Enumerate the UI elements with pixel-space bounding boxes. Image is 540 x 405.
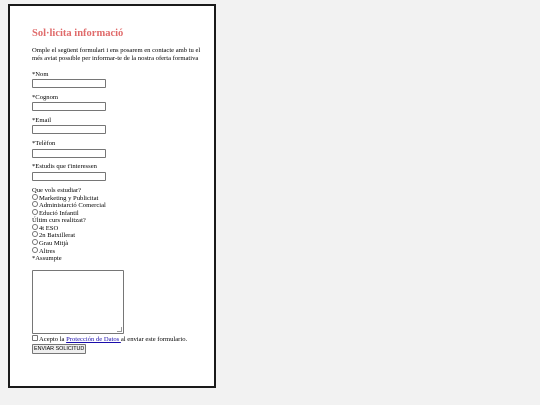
radio-button[interactable] [32,209,38,215]
last-course-question: Últim curs realitzat? [32,217,86,224]
course-option-label: Grau Mitjà [39,240,69,247]
accept-prefix: Acepto la [39,336,67,343]
form-panel [8,4,216,388]
telefon-input[interactable] [32,149,106,158]
submit-button[interactable]: ENVIAR SOLICITUD [34,346,85,352]
privacy-consent [32,336,187,344]
radio-button[interactable] [32,231,38,237]
radio-button[interactable] [32,247,38,253]
study-option[interactable] [32,202,106,210]
estudis-label: *Estudis que t'interessen [32,163,97,170]
subject-textarea[interactable] [32,270,124,334]
subject-label: *Assumpte [32,255,62,262]
radio-button[interactable] [32,201,38,207]
email-input[interactable] [32,125,106,134]
form-intro: Omple el següent formulari i ens posarem en contacte amb tu el més aviat possible per informar-te de la nostra oferta formativa [32,47,201,62]
course-option-label: 4t ESO [39,225,59,232]
study-option-label: Administarció Comercial [39,202,106,209]
radio-button[interactable] [32,224,38,230]
telefon-label: *Telèfon [32,140,56,147]
radio-button[interactable] [32,239,38,245]
accept-suffix: al enviar este formulario. [120,336,188,343]
study-option-label: Marketing y Publicitat [39,195,99,202]
study-option-label: Edució Infantil [39,210,79,217]
resize-grip-icon[interactable] [117,327,122,332]
nom-input[interactable] [32,79,106,88]
cognom-label: *Cognom [32,94,59,101]
form-title: Sol·licita informació [32,28,124,39]
nom-label: *Nom [32,71,49,78]
cognom-input[interactable] [32,102,106,111]
course-option-label: Altres [39,248,56,255]
course-option[interactable] [32,240,68,248]
radio-button[interactable] [32,194,38,200]
course-option-label: 2n Batxillerat [39,232,76,239]
study-question: Que vols estudiar? [32,187,82,194]
privacy-checkbox[interactable] [32,335,38,341]
email-label: *Email [32,117,52,124]
privacy-link[interactable]: Protección de Datos [66,336,121,343]
estudis-input[interactable] [32,172,106,181]
course-option[interactable] [32,232,75,240]
